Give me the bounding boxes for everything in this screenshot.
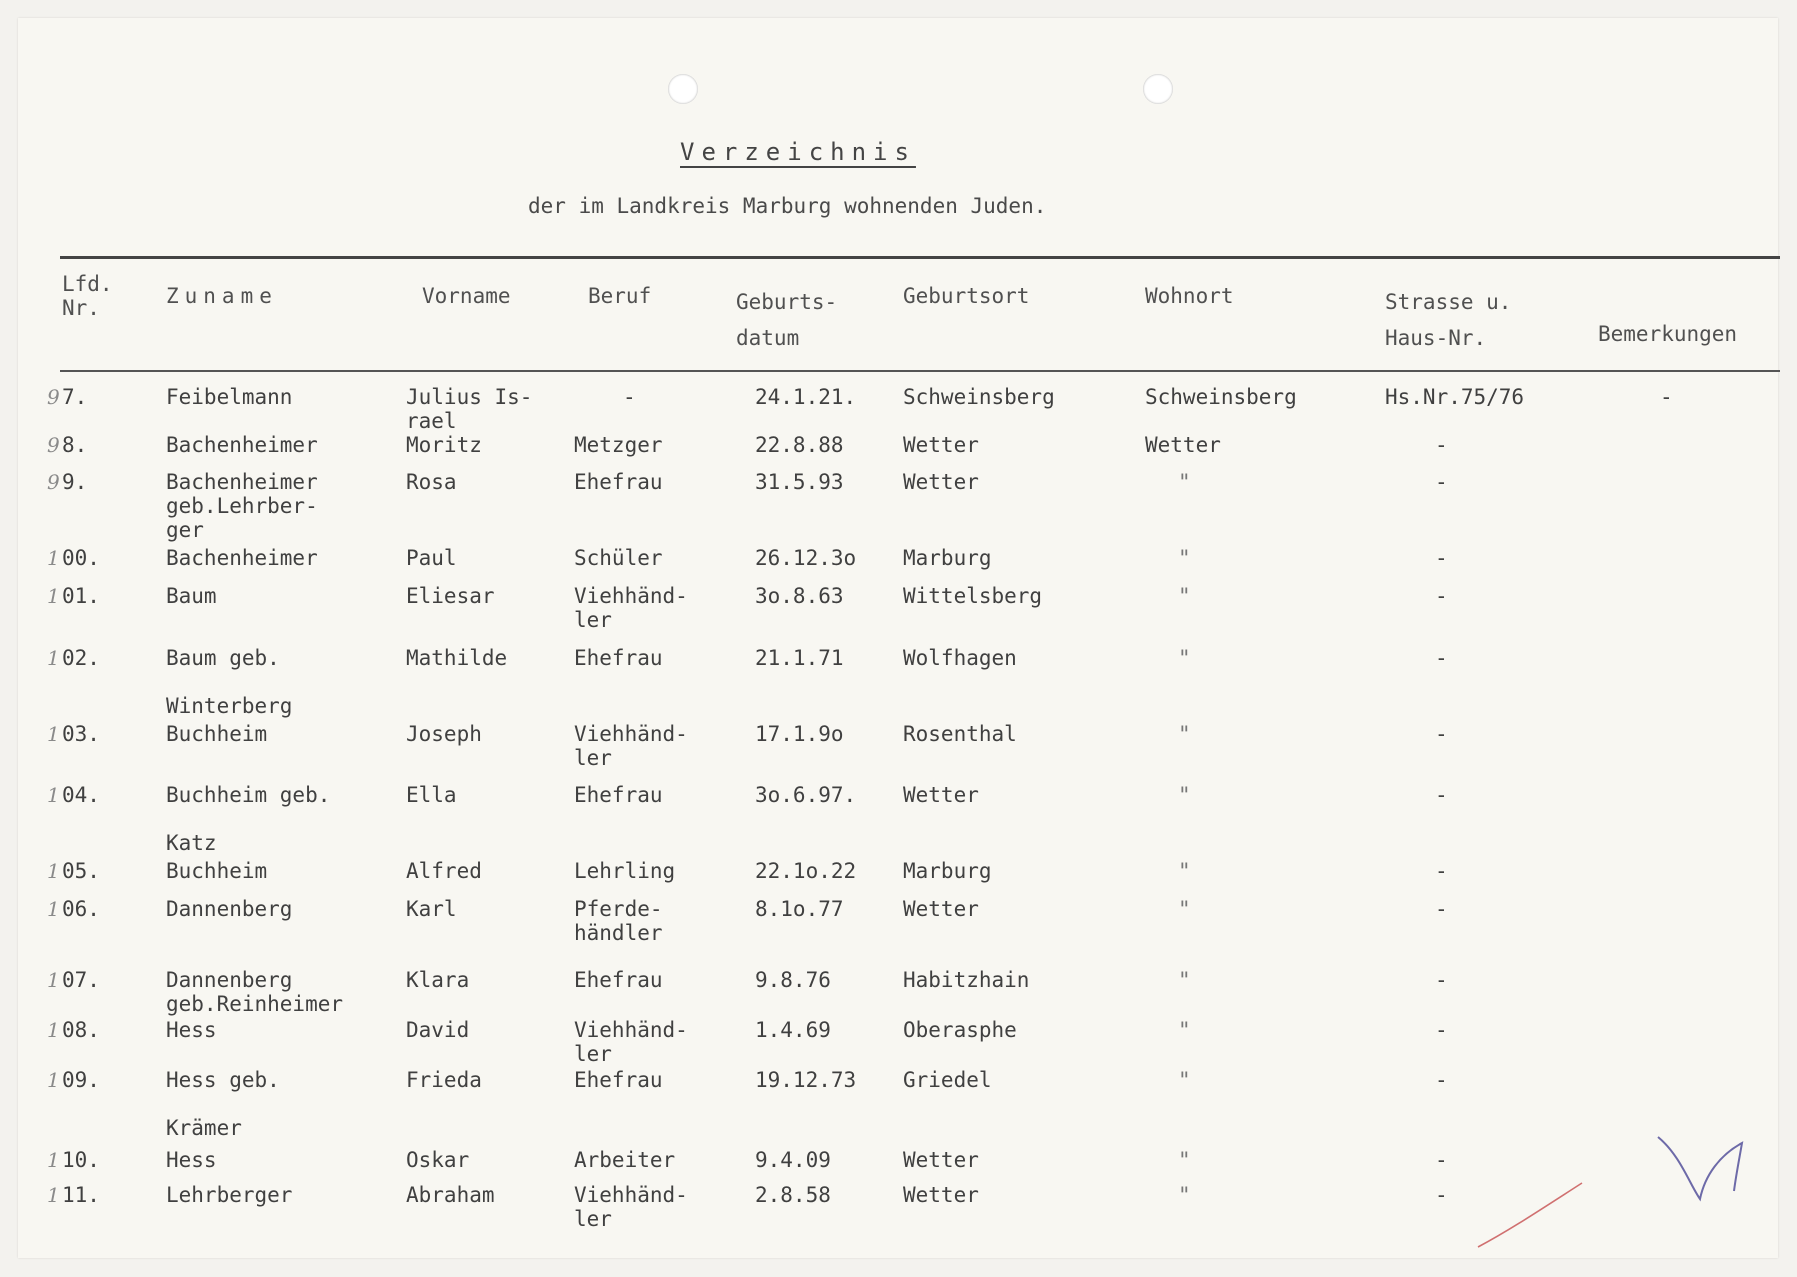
row-nr: 9. [62,470,88,494]
row-geburtsdatum: 8.1o.77 [755,897,844,921]
row-wohnort: " [1178,646,1191,670]
row-zuname: Bachenheimer [166,546,318,570]
row-nr: 8. [62,433,88,457]
row-nr-prefix: 9 [47,433,60,457]
row-geburtsort: Habitzhain [903,968,1030,992]
row-vorname: Karl [406,897,457,921]
row-nr-prefix: 1 [47,646,60,670]
row-geburtsdatum: 22.8.88 [755,433,844,457]
col-header-strasse: Strasse u. Haus-Nr. [1385,290,1512,350]
row-geburtsdatum: 1.4.69 [755,1018,831,1042]
row-vorname: Julius Is- rael [406,385,533,433]
row-geburtsdatum: 9.8.76 [755,968,831,992]
row-zuname: Hess geb. Krämer [166,1068,280,1140]
row-geburtsdatum: 9.4.09 [755,1148,831,1172]
row-geburtsdatum: 22.1o.22 [755,859,857,883]
row-geburtsort: Wetter [903,470,979,494]
row-nr: 04. [62,783,100,807]
row-nr-prefix: 1 [47,1148,60,1172]
row-vorname: Abraham [406,1183,495,1207]
row-nr: 11. [62,1183,100,1207]
row-geburtsort: Wetter [903,783,979,807]
row-zuname: Buchheim [166,722,268,746]
row-wohnort: " [1178,783,1191,807]
row-zuname: Buchheim [166,859,268,883]
row-nr: 02. [62,646,100,670]
row-beruf: Ehefrau [574,783,663,807]
row-geburtsort: Wetter [903,897,979,921]
row-nr-prefix: 1 [47,1183,60,1207]
row-zuname: Buchheim geb. Katz [166,783,331,855]
row-nr: 7. [62,385,88,409]
col-header-geburtsdatum: Geburts- datum [736,290,838,350]
row-beruf: Ehefrau [574,1068,663,1092]
row-nr-prefix: 1 [47,1018,60,1042]
table-top-rule [60,256,1780,259]
row-zuname: Dannenberg geb.Reinheimer [166,968,344,1016]
row-vorname: Rosa [406,470,457,494]
row-zuname: Baum geb. Winterberg [166,646,293,718]
table-header-rule [60,370,1780,372]
row-nr: 03. [62,722,100,746]
row-geburtsdatum: 26.12.3o [755,546,857,570]
row-beruf: Pferde- händler [574,897,663,945]
row-nr-prefix: 1 [47,783,60,807]
row-strasse: - [1435,1068,1448,1092]
row-geburtsort: Schweinsberg [903,385,1055,409]
row-wohnort: " [1178,968,1191,992]
row-nr: 08. [62,1018,100,1042]
row-nr-prefix: 1 [47,546,60,570]
row-geburtsort: Marburg [903,859,992,883]
row-nr-prefix: 1 [47,897,60,921]
col-header-bemerkungen: Bemerkungen [1598,322,1738,346]
row-vorname: Mathilde [406,646,508,670]
row-vorname: Oskar [406,1148,470,1172]
row-nr: 05. [62,859,100,883]
row-zuname: Hess [166,1018,217,1042]
row-wohnort: Schweinsberg [1145,385,1297,409]
row-geburtsort: Oberasphe [903,1018,1017,1042]
row-wohnort: " [1178,1183,1191,1207]
row-wohnort: Wetter [1145,433,1221,457]
row-beruf: Schüler [574,546,663,570]
row-wohnort: " [1178,722,1191,746]
punch-hole-left [668,74,698,104]
row-vorname: Moritz [406,433,482,457]
row-beruf: Viehhänd- ler [574,1018,688,1066]
row-vorname: Eliesar [406,584,495,608]
row-strasse: - [1435,859,1448,883]
col-header-wohnort: Wohnort [1145,284,1234,308]
pencil-check-mark [1650,1125,1760,1205]
row-wohnort: " [1178,859,1191,883]
row-vorname: David [406,1018,470,1042]
row-strasse: - [1435,646,1448,670]
row-strasse: - [1435,897,1448,921]
row-strasse: - [1435,470,1448,494]
document-subtitle: der im Landkreis Marburg wohnenden Juden. [528,194,1047,218]
row-zuname: Bachenheimer [166,433,318,457]
col-header-vorname: Vorname [422,284,511,308]
row-zuname: Lehrberger [166,1183,293,1207]
row-nr-prefix: 9 [47,470,60,494]
row-wohnort: " [1178,1068,1191,1092]
row-geburtsdatum: 21.1.71 [755,646,844,670]
row-wohnort: " [1178,584,1191,608]
row-zuname: Dannenberg [166,897,293,921]
col-header-geburtsort: Geburtsort [903,284,1030,308]
row-nr: 10. [62,1148,100,1172]
row-strasse: - [1435,1183,1448,1207]
row-bemerkungen: - [1660,385,1673,409]
row-wohnort: " [1178,546,1191,570]
row-nr-prefix: 1 [47,1068,60,1092]
row-wohnort: " [1178,470,1191,494]
punch-hole-right [1143,74,1173,104]
row-geburtsdatum: 2.8.58 [755,1183,831,1207]
row-wohnort: " [1178,897,1191,921]
row-wohnort: " [1178,1018,1191,1042]
row-beruf: Ehefrau [574,646,663,670]
row-geburtsdatum: 19.12.73 [755,1068,857,1092]
row-vorname: Frieda [406,1068,482,1092]
row-beruf: Ehefrau [574,968,663,992]
row-strasse: Hs.Nr.75/76 [1385,385,1525,409]
row-geburtsdatum: 31.5.93 [755,470,844,494]
row-beruf: Viehhänd- ler [574,584,688,632]
row-geburtsdatum: 17.1.9o [755,722,844,746]
row-geburtsdatum: 3o.8.63 [755,584,844,608]
row-zuname: Baum [166,584,217,608]
red-pencil-tick-mark [1470,1175,1590,1255]
row-geburtsort: Marburg [903,546,992,570]
row-strasse: - [1435,1148,1448,1172]
row-geburtsort: Rosenthal [903,722,1017,746]
row-geburtsort: Griedel [903,1068,992,1092]
row-strasse: - [1435,968,1448,992]
col-header-lfd-nr: Lfd. Nr. [62,272,113,320]
row-nr-prefix: 1 [47,722,60,746]
row-beruf: Viehhänd- ler [574,1183,688,1231]
row-nr: 06. [62,897,100,921]
row-nr-prefix: 1 [47,968,60,992]
row-geburtsdatum: 24.1.21. [755,385,857,409]
row-geburtsort: Wolfhagen [903,646,1017,670]
row-vorname: Joseph [406,722,482,746]
row-beruf: Lehrling [574,859,676,883]
row-geburtsdatum: 3o.6.97. [755,783,857,807]
row-nr: 00. [62,546,100,570]
row-vorname: Paul [406,546,457,570]
row-geburtsort: Wittelsberg [903,584,1043,608]
row-beruf: Viehhänd- ler [574,722,688,770]
row-strasse: - [1435,722,1448,746]
row-wohnort: " [1178,1148,1191,1172]
row-nr-prefix: 1 [47,859,60,883]
row-strasse: - [1435,433,1448,457]
col-header-beruf: Beruf [588,284,652,308]
row-strasse: - [1435,783,1448,807]
row-geburtsort: Wetter [903,1148,979,1172]
row-nr-prefix: 1 [47,584,60,608]
row-beruf: Metzger [574,433,663,457]
row-strasse: - [1435,1018,1448,1042]
row-nr: 01. [62,584,100,608]
row-strasse: - [1435,584,1448,608]
row-vorname: Klara [406,968,470,992]
row-nr-prefix: 9 [47,385,60,409]
document-title: Verzeichnis [680,138,916,166]
row-beruf: Arbeiter [574,1148,676,1172]
row-beruf: Ehefrau [574,470,663,494]
row-beruf: - [623,385,636,409]
row-zuname: Hess [166,1148,217,1172]
row-zuname: Bachenheimer geb.Lehrber- ger [166,470,318,542]
row-zuname: Feibelmann [166,385,293,409]
row-geburtsort: Wetter [903,1183,979,1207]
row-nr: 09. [62,1068,100,1092]
row-geburtsort: Wetter [903,433,979,457]
row-strasse: - [1435,546,1448,570]
row-vorname: Ella [406,783,457,807]
col-header-zuname: Zuname [166,284,278,308]
row-nr: 07. [62,968,100,992]
row-vorname: Alfred [406,859,482,883]
